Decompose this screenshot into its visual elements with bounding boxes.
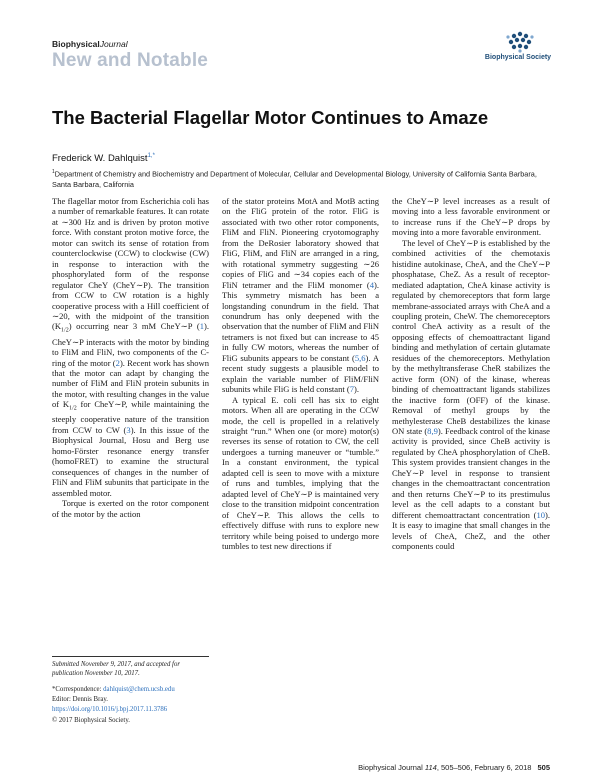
text-run: ).: [354, 384, 359, 395]
affiliation-text: Department of Chemistry and Biochemistry and Department of Molecular, Cellular and Developmental Biology, University of California Santa Barbara, Santa Barbara, California: [52, 169, 537, 189]
journal-name-part2: Journal: [99, 39, 128, 49]
author-line: [52, 153, 155, 164]
body-column-3: [392, 196, 550, 551]
reference-link[interactable]: 7: [349, 384, 355, 395]
text-run: The level of CheY∼P is established by the combined activities of the chemotaxis histidine autokinase, CheA, and the CheY∼P phosphatase, CheZ. As a result of receptor-mediated adaptation, CheA kinase activity is regulated by chemoreceptors that form large membrane-associated arrays with CheA and a coupling protein, CheW. The chemoreceptors control CheA activity as a result of the opposing effects of chemoattractant ligand binding and methylation of certain glutamate residues of the chemoreceptors. Methylation by the methyltransferase CheR stabilizes the active form (ON) of the kinase, whereas binding of chemoattractant ligands stabilizes the inactive form (OFF) of the kinase. Removal of methyl groups by the methylesterase CheB destabilizes the kinase ON state (: [392, 237, 550, 436]
correspondence-label: *Correspondence:: [52, 686, 102, 693]
paragraph: the CheY∼P level increases as a result of moving into a less favorable environment or to increase runs if the CheY∼P drops by moving into a more favorable environment.: [392, 196, 550, 238]
text-run: ). Feedback control of the kinase activity is provided, since CheB activity is regulated by CheA phosphorylation of CheB. This system provides transient changes in the CheY∼P level in response to transient changes in the chemoattractant concentration and then returns CheY∼P to its prestimulus level as the cell adapts to a constant but different chemoattractant concentration (: [392, 425, 550, 520]
journal-name-part1: Biophysical: [52, 39, 100, 49]
footnote-divider: [52, 656, 209, 657]
text-run: ). CheY∼P interacts with the motor by binding to FliM and FliN, two components of the C-ring of the motor (: [52, 321, 209, 368]
affiliation-superscript: 1: [52, 169, 55, 175]
text-run: ). This symmetry mismatch has been a longstanding conundrum in the field. That conundrum has only deepened with the observation that the number of FliM and FliN tetramers is not fixed but can increase to 45 in fully CW motors, whereas the number of FliG subunits appears to be constant (: [222, 279, 379, 363]
doi-link[interactable]: [52, 706, 209, 715]
text-run: ). In this issue of the Biophysical Journal, Hosu and Berg use homo-Förster resonance energy transfer (homoFRET) to examine the structural consequences of changes in the number of FliN and FliM subunits that participate in the assembled motor.: [52, 424, 209, 498]
body-column-2: [222, 196, 379, 551]
text-run: of the stator proteins MotA and MotB acting on the FliG protein of the rotor. FliG is associated with two other rotor components, FliM and FliN. Pioneering cryotomography from the DeRosier laboratory showed that FliG, FliM, and FliN are arranged in a ring, with rotational symmetry suggesting ∼26 copies of FliG and ∼34 copies each of the FliN tetramer and the FliM monomer (: [222, 196, 379, 290]
page-number: 505: [537, 763, 550, 772]
paragraph: Torque is exerted on the rotor component of the motor by the action: [52, 498, 209, 519]
footer-journal: Biophysical Journal: [358, 763, 423, 772]
editor-note: Editor: Dennis Bray.: [52, 696, 109, 703]
footer-pages-date: , 505–506, February 6, 2018: [436, 763, 532, 772]
reference-link[interactable]: 2: [115, 357, 120, 368]
reference-link[interactable]: 1: [199, 321, 205, 332]
subscript: 1/2: [69, 406, 77, 413]
paragraph: [392, 238, 550, 552]
text-run: ). A recent study suggests a plausible model to explain the variable number of FliM/FliN subunits while FliG is held constant (: [222, 352, 379, 395]
text-run: ). Recent work has shown that the motor can adapt by changing the number of FliM and FliN protein subunits in the motor, with resulting changes in the value of K: [52, 357, 209, 410]
reference-link[interactable]: 4: [369, 279, 375, 290]
paragraph: [222, 196, 379, 395]
reference-link[interactable]: 10: [536, 509, 546, 520]
text-run: The flagellar motor from Escherichia coli has a number of remarkable features. It can rotate at ∼300 Hz and is driven by proton motive force. With constant proton motive force, the motor can switch its sense of rotation from counterclockwise (CCW) to clockwise (CW) in response to interaction with the phosphorylated form of the response regulator CheY (CheY∼P). The transition from CCW to CW rotation is a highly cooperative process with a Hill coefficient of ∼20, with the midpoint of the transition (K: [52, 196, 209, 332]
text-run: ) occurring near 3 mM CheY∼P (: [68, 321, 200, 332]
doi-text[interactable]: https://doi.org/10.1016/j.bpj.2017.11.3786: [52, 706, 168, 713]
section-banner: New and Notable: [52, 50, 209, 71]
correspondence-note: [52, 686, 209, 695]
affiliation: [52, 167, 552, 190]
journal-name: [52, 39, 128, 49]
submission-note: Submitted November 9, 2017, and accepted for publication November 10, 2017.: [52, 661, 180, 677]
correspondence-email-link[interactable]: dahlquist@chem.ucsb.edu: [103, 686, 175, 693]
logo-text: Biophysical Society: [484, 54, 552, 61]
copyright-note: © 2017 Biophysical Society.: [52, 717, 130, 724]
text-run: ). It is easy to imagine that small changes in the levels of CheA, CheZ, and the other components could: [392, 509, 550, 551]
article-title: The Bacterial Flagellar Motor Continues to Amaze: [52, 107, 489, 128]
paragraph: [52, 196, 209, 498]
author-superscript[interactable]: 1,*: [147, 153, 155, 159]
author-name: Frederick W. Dahlquist: [52, 153, 148, 165]
body-column-1: [52, 196, 209, 519]
paragraph: A typical E. coli cell has six to eight motors. When all are operating in the CCW mode, the cell is propelled in a relatively straight “run.” When one (or more) motor(s) reverses its sense of rotation to CW, the cell undergoes a turning maneuver or “tumble.” In a constant environment, the typical adapted cell is seen to move with a mixture of runs and tumbles, implying that the adapted level of CheY∼P is maintained very close to the transition midpoint concentration of CheY∼P. This allows the cells to effectively diffuse with runs to explore new territory while being poised to undergo more tumbles to test new directions if: [222, 394, 379, 551]
biophysical-society-logo-icon: [478, 26, 558, 68]
footer-volume: 114: [424, 763, 437, 772]
page-footer: [300, 763, 550, 772]
subscript: 1/2: [61, 328, 69, 335]
text-run: for CheY∼P, while maintaining the steeply cooperative nature of the transition from CCW to CW (: [52, 399, 209, 435]
reference-link[interactable]: 5,6: [354, 352, 366, 363]
reference-link[interactable]: 8,9: [427, 425, 438, 436]
reference-link[interactable]: 3: [126, 424, 131, 435]
